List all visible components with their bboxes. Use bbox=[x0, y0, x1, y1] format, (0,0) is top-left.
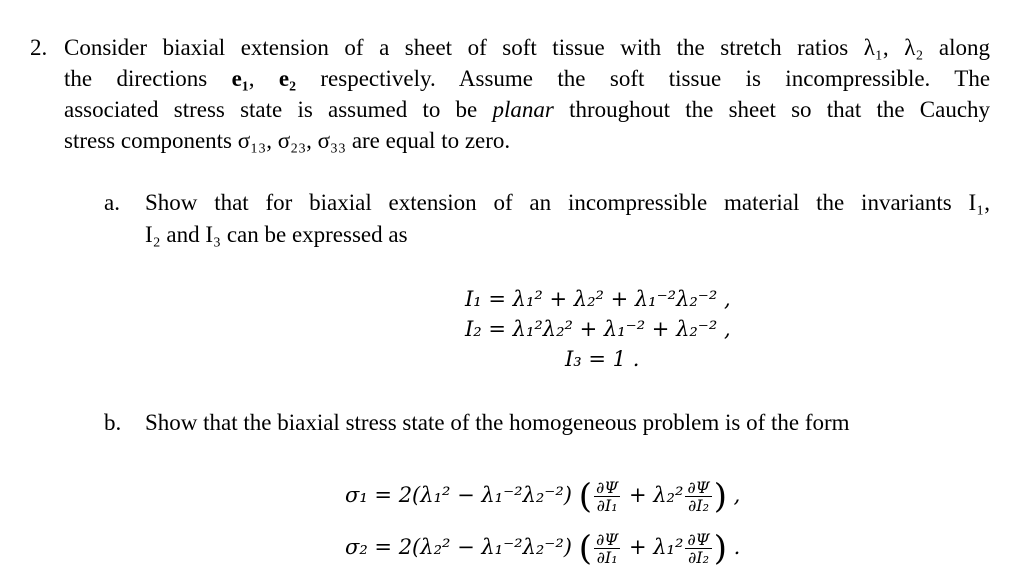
part-b-label: b. bbox=[104, 410, 122, 435]
paren: ) bbox=[713, 476, 727, 517]
fraction bbox=[594, 531, 620, 566]
denominator: ∂I₁ bbox=[596, 496, 618, 515]
eq-mid: + λ₂² bbox=[628, 483, 684, 507]
eq-end: . bbox=[733, 535, 741, 559]
equation-I2: I₂ = λ₁²λ₂² + λ₁⁻² + λ₂⁻² , bbox=[465, 317, 731, 341]
text: associated stress state is assumed to be bbox=[64, 97, 478, 122]
problem-text-line bbox=[64, 96, 990, 124]
problem-text-line: stress components σ₁₃, σ₂₃, σ₃₃ are equal to zero. bbox=[64, 128, 511, 153]
part-a-text-line: Show that for biaxial extension of an incompressible material the invariants I₁, bbox=[145, 190, 990, 215]
eq-lhs: σ₂ = 2(λ₂² − λ₁⁻²λ₂⁻²) bbox=[345, 535, 573, 559]
numerator: ∂Ψ bbox=[687, 530, 710, 549]
problem-text-line: Consider biaxial extension of a sheet of soft tissue with the stretch ratios λ₁, λ₂ along bbox=[64, 35, 990, 60]
vector-e2: e₂ bbox=[278, 66, 296, 91]
text: respectively. Assume the soft tissue is incompressible. The bbox=[320, 66, 991, 91]
part-b-text-line: Show that the biaxial stress state of the homogeneous problem is of the form bbox=[145, 410, 850, 435]
part-a-text-line: I₂ and I₃ can be expressed as bbox=[145, 222, 408, 247]
fraction bbox=[685, 479, 711, 514]
emphasis-planar: planar bbox=[492, 97, 554, 122]
fraction bbox=[594, 479, 620, 514]
problem-text-line bbox=[64, 65, 990, 93]
part-a-label: a. bbox=[104, 190, 120, 215]
equation-I3: I₃ = 1 . bbox=[565, 347, 640, 371]
text: , bbox=[248, 66, 255, 91]
numerator: ∂Ψ bbox=[687, 478, 710, 497]
eq-end: , bbox=[733, 483, 741, 507]
equation-I1: I₁ = λ₁² + λ₂² + λ₁⁻²λ₂⁻² , bbox=[465, 287, 731, 311]
text: throughout the sheet so that the Cauchy bbox=[569, 97, 991, 122]
numerator: ∂Ψ bbox=[595, 530, 619, 549]
paren: ( bbox=[578, 476, 592, 517]
vector-e1: e₁ bbox=[231, 66, 249, 91]
fraction bbox=[685, 531, 711, 566]
denominator: ∂I₁ bbox=[596, 548, 618, 567]
text: the directions bbox=[64, 66, 208, 91]
equation-sigma1 bbox=[345, 470, 740, 522]
numerator: ∂Ψ bbox=[595, 478, 619, 497]
denominator: ∂I₂ bbox=[688, 548, 710, 567]
paren: ( bbox=[578, 528, 592, 569]
equation-sigma2 bbox=[345, 522, 740, 574]
eq-lhs: σ₁ = 2(λ₁² − λ₁⁻²λ₂⁻²) bbox=[345, 483, 573, 507]
denominator: ∂I₂ bbox=[688, 496, 710, 515]
eq-mid: + λ₁² bbox=[628, 535, 684, 559]
paren: ) bbox=[713, 528, 727, 569]
problem-number: 2. bbox=[30, 35, 48, 60]
